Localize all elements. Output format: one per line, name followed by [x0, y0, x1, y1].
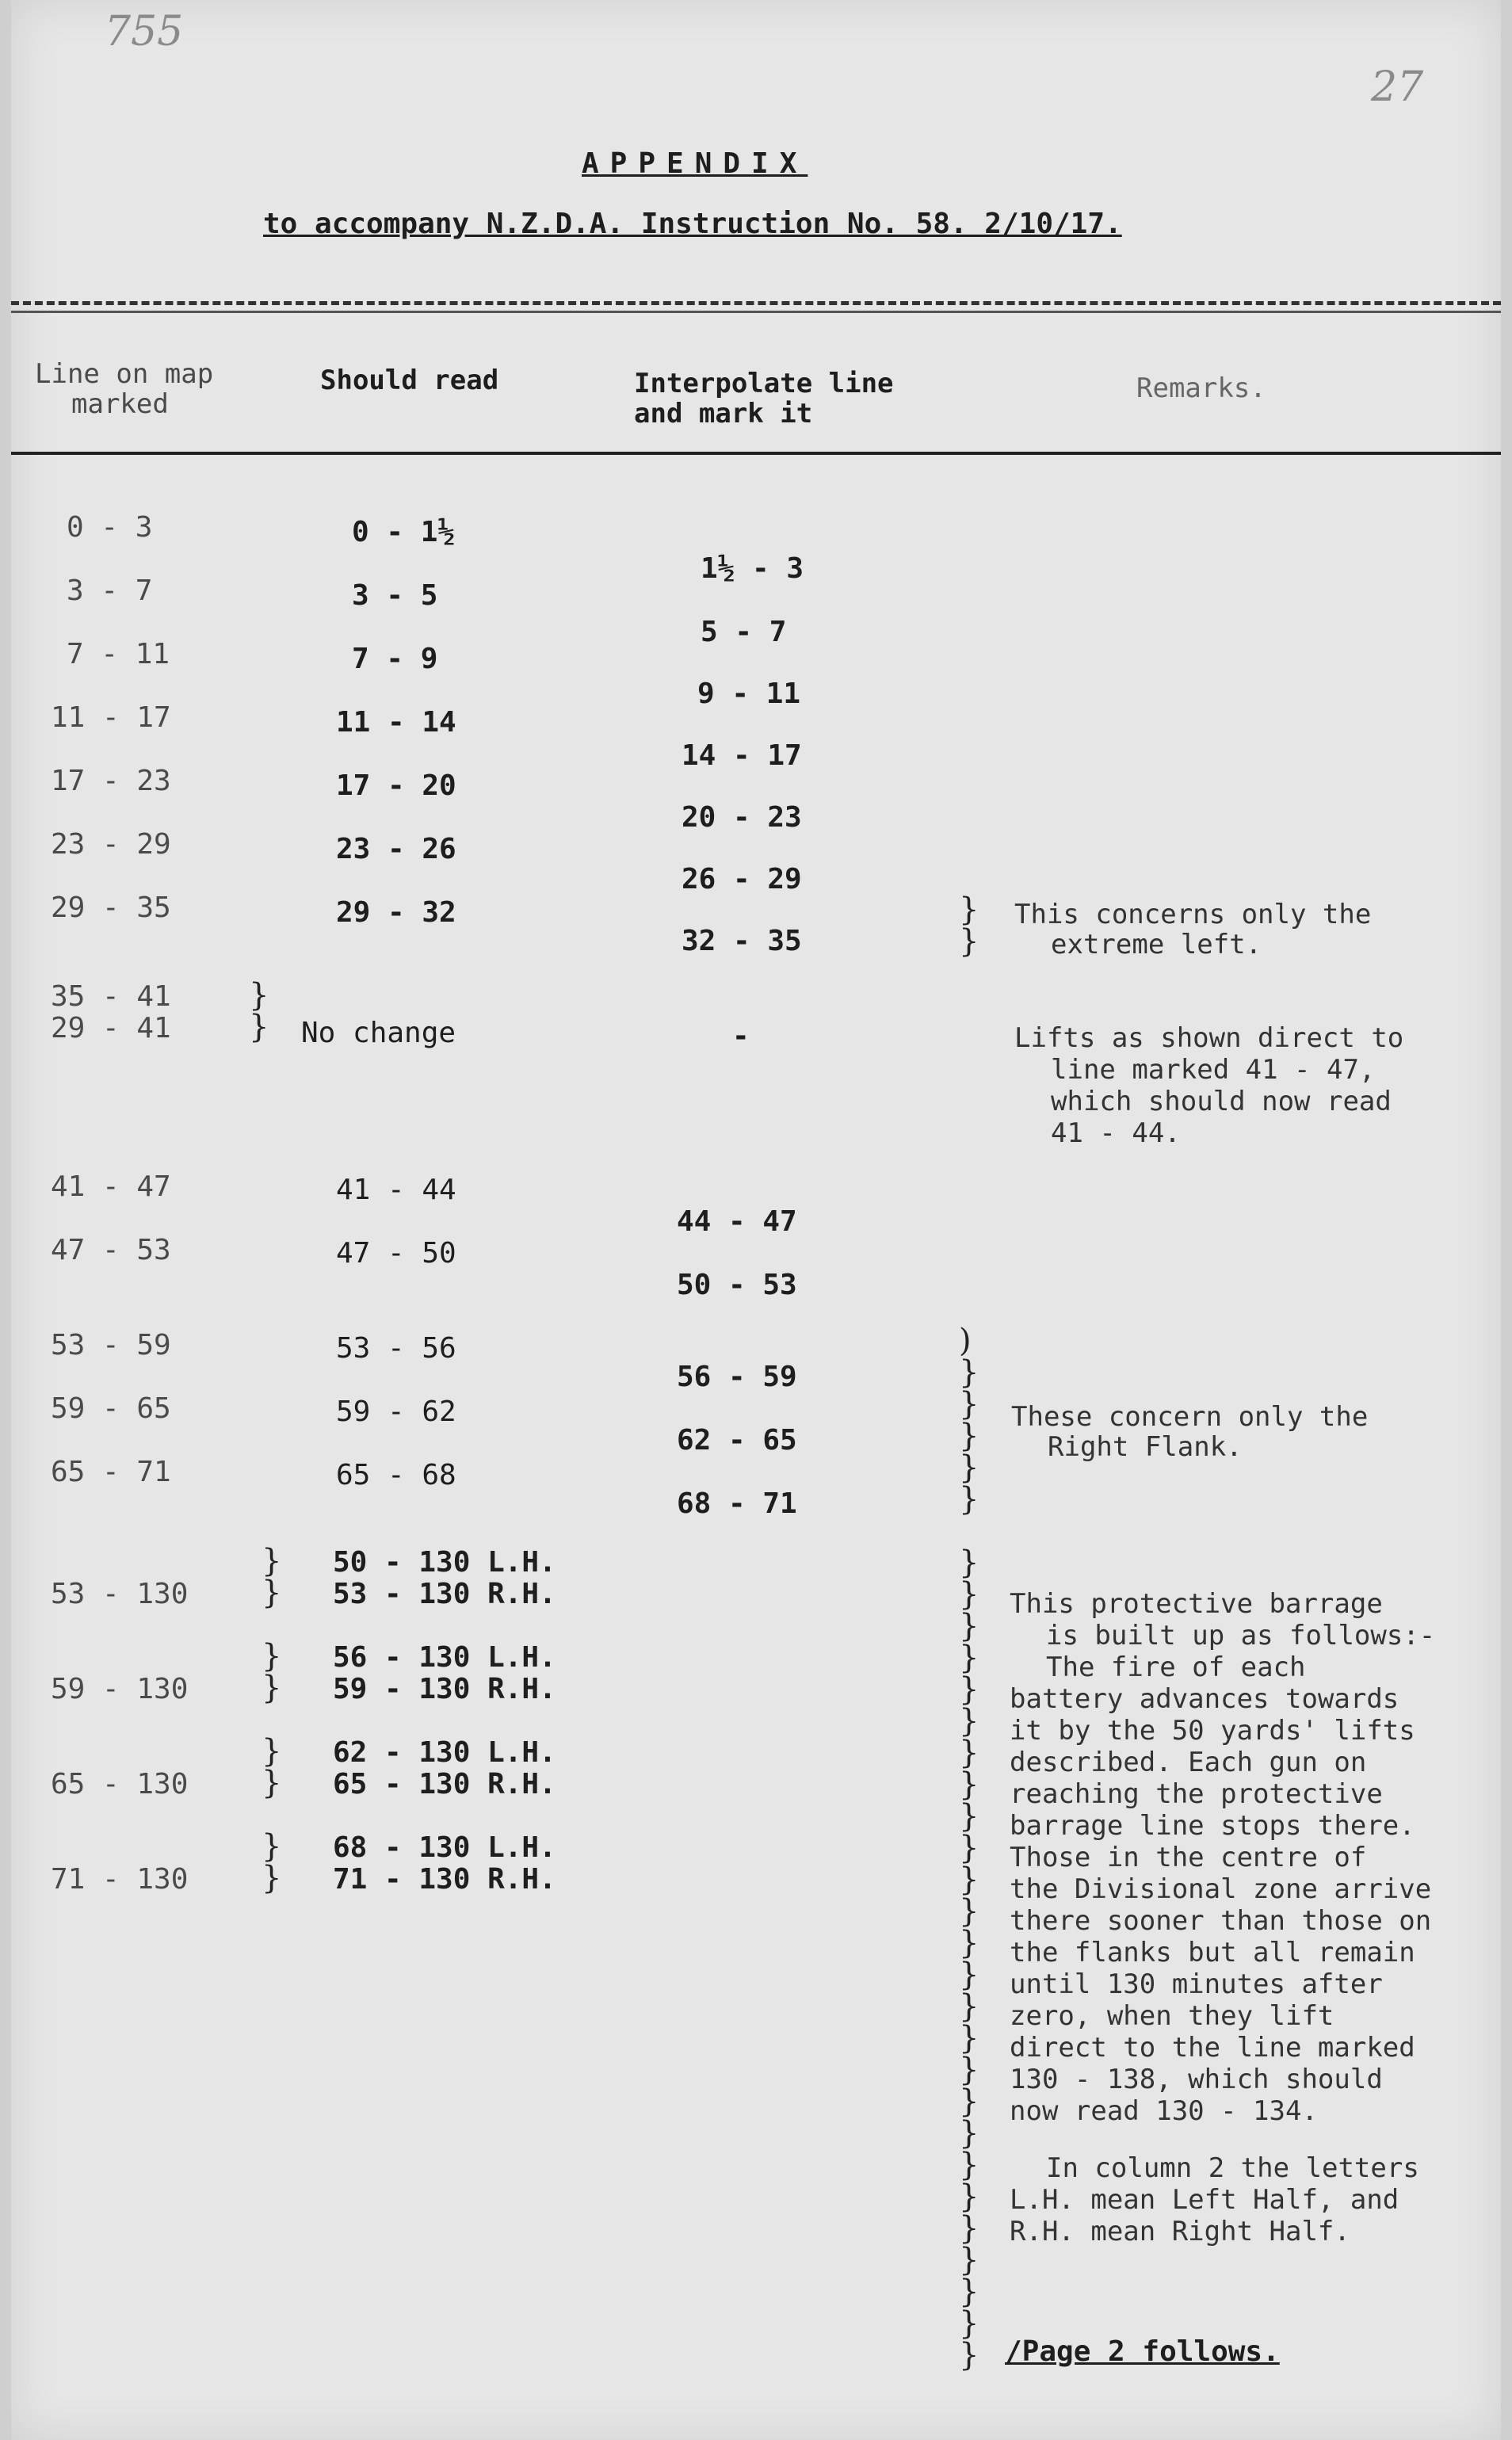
should-read: 11 - 14 [336, 706, 456, 739]
remark-line: described. Each gun on [1010, 1747, 1367, 1778]
interpolate-line: 44 - 47 [677, 1205, 797, 1238]
should-read: 41 - 44 [336, 1174, 456, 1206]
header-col3-line1: Interpolate line [634, 368, 894, 399]
interpolate-line: 68 - 71 [677, 1487, 797, 1520]
archive-number: 755 [105, 8, 184, 55]
page-subtitle: to accompany N.Z.D.A. Instruction No. 58. 2/10/17. [263, 208, 1122, 240]
map-line: 29 - 41 [51, 1012, 171, 1044]
remark-lifts-2: line marked 41 - 47, [1051, 1054, 1376, 1086]
footer-page-follows: /Page 2 follows. [1005, 2335, 1280, 2368]
brace: } } [262, 1733, 282, 1801]
remark-line: battery advances towards [1010, 1683, 1399, 1715]
brace: } } [959, 892, 979, 960]
should-read: No change [301, 1017, 456, 1049]
header-col4: Remarks. [1136, 372, 1266, 404]
should-read: 47 - 50 [336, 1237, 456, 1270]
interpolate-line: 20 - 23 [682, 801, 802, 834]
should-read: 50 - 130 L.H. [333, 1546, 556, 1579]
map-line: 17 - 23 [51, 765, 171, 797]
interpolate-line: 62 - 65 [677, 1424, 797, 1457]
should-read: 23 - 26 [336, 833, 456, 865]
remark-line: is built up as follows:- [1046, 1620, 1436, 1651]
should-read: 7 - 9 [352, 643, 438, 675]
header-col1-line1: Line on map [35, 358, 214, 390]
remark-line: Those in the centre of [1010, 1842, 1367, 1873]
should-read: 53 - 56 [336, 1332, 456, 1365]
map-line: 23 - 29 [51, 828, 171, 861]
remark-right-flank-2: Right Flank. [1048, 1431, 1243, 1463]
map-line: 29 - 35 [51, 892, 171, 924]
brace: } } [262, 1543, 282, 1611]
remark-lifts-1: Lifts as shown direct to [1014, 1022, 1404, 1054]
remark-line: until 130 minutes after [1010, 1968, 1383, 2000]
interpolate-line: 50 - 53 [677, 1269, 797, 1301]
map-line: 59 - 130 [51, 1673, 189, 1705]
should-read: 17 - 20 [336, 769, 456, 802]
page-title: APPENDIX [582, 147, 808, 180]
interpolate-line: 32 - 35 [682, 925, 802, 957]
interpolate-line: 1½ - 3 [701, 552, 804, 585]
brace: } } } } } } } } } } } } } } } } } } } } } } } } } } [959, 1545, 979, 2373]
map-line: 3 - 7 [67, 575, 153, 607]
map-line: 65 - 71 [51, 1456, 171, 1488]
brace: } [249, 977, 269, 1014]
map-line: 47 - 53 [51, 1234, 171, 1266]
top-rule-2 [11, 311, 1501, 313]
remark-columns-note-1: In column 2 the letters [1046, 2152, 1419, 2184]
remark-left-flank-2: extreme left. [1051, 929, 1262, 960]
map-line: 7 - 11 [67, 638, 170, 670]
should-read: 62 - 130 L.H. [333, 1736, 556, 1769]
header-col3-line2: and mark it [634, 398, 813, 430]
should-read: 53 - 130 R.H. [333, 1578, 556, 1610]
remark-right-flank-1: These concern only the [1011, 1401, 1369, 1433]
should-read: 59 - 62 [336, 1396, 456, 1428]
remark-line: reaching the protective [1010, 1778, 1383, 1810]
remark-line: the flanks but all remain [1010, 1937, 1415, 1968]
should-read: 3 - 5 [352, 579, 438, 612]
brace: } } [262, 1638, 282, 1706]
should-read: 59 - 130 R.H. [333, 1673, 556, 1705]
remark-lifts-4: 41 - 44. [1051, 1117, 1181, 1149]
top-rule [11, 301, 1501, 305]
interpolate-line: 5 - 7 [701, 616, 787, 648]
brace: } [249, 1009, 269, 1045]
remark-line: now read 130 - 134. [1010, 2095, 1318, 2127]
interpolate-line: - [732, 1020, 750, 1052]
should-read: 0 - 1½ [352, 516, 456, 548]
remark-line: there sooner than those on [1010, 1905, 1432, 1937]
remark-line: the Divisional zone arrive [1010, 1873, 1432, 1905]
remark-columns-note-3: R.H. mean Right Half. [1010, 2216, 1350, 2247]
remark-line: direct to the line marked [1010, 2032, 1415, 2064]
page-number: 27 [1371, 63, 1424, 111]
remark-line: zero, when they lift [1010, 2000, 1334, 2032]
remark-line: it by the 50 yards' lifts [1010, 1715, 1415, 1747]
header-col1-line2: marked [71, 388, 169, 420]
document-page [11, 0, 1501, 2440]
brace: } } [262, 1828, 282, 1896]
interpolate-line: 14 - 17 [682, 739, 802, 772]
remark-line: The fire of each [1046, 1651, 1306, 1683]
map-line: 53 - 130 [51, 1578, 189, 1610]
map-line: 65 - 130 [51, 1768, 189, 1800]
map-line: 71 - 130 [51, 1863, 189, 1896]
map-line: 41 - 47 [51, 1170, 171, 1203]
should-read: 29 - 32 [336, 896, 456, 929]
should-read: 65 - 130 R.H. [333, 1768, 556, 1800]
map-line: 35 - 41 [51, 980, 171, 1013]
header-rule [11, 452, 1501, 455]
remark-line: barrage line stops there. [1010, 1810, 1415, 1842]
map-line: 0 - 3 [67, 511, 153, 544]
interpolate-line: 56 - 59 [677, 1361, 797, 1393]
map-line: 11 - 17 [51, 701, 171, 734]
remark-line: 130 - 138, which should [1010, 2064, 1383, 2095]
header-col2: Should read [320, 365, 499, 396]
should-read: 65 - 68 [336, 1459, 456, 1491]
remark-lifts-3: which should now read [1051, 1086, 1392, 1117]
remark-columns-note-2: L.H. mean Left Half, and [1010, 2184, 1399, 2216]
interpolate-line: 9 - 11 [697, 678, 801, 710]
remark-line: This protective barrage [1010, 1588, 1383, 1620]
map-line: 53 - 59 [51, 1329, 171, 1361]
map-line: 59 - 65 [51, 1392, 171, 1425]
brace: ) } } } } } [959, 1323, 979, 1518]
remark-left-flank-1: This concerns only the [1014, 899, 1372, 930]
should-read: 56 - 130 L.H. [333, 1641, 556, 1674]
should-read: 71 - 130 R.H. [333, 1863, 556, 1896]
should-read: 68 - 130 L.H. [333, 1831, 556, 1864]
interpolate-line: 26 - 29 [682, 863, 802, 895]
